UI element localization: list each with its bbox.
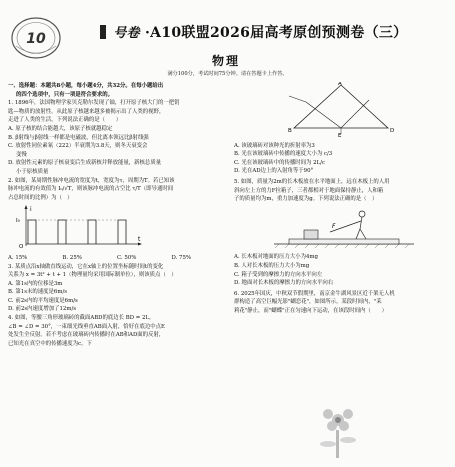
pulse-waveform bbox=[28, 220, 126, 244]
q4-line: ∠B = ∠D = 30°，一束细光线垂直AB面入射，恰好在底边中点E bbox=[8, 323, 165, 330]
box bbox=[304, 230, 318, 239]
exam-title bbox=[100, 22, 430, 42]
q3-option-d: D. 前2s内速度增加了12m/s bbox=[8, 306, 77, 313]
q3-line: 关系为 x = 3t² + t + 1（物理量均采用国际制单位），则该质点（ ） bbox=[8, 272, 177, 279]
axis-i0-label: I₀ bbox=[16, 218, 20, 225]
q2-option-c: C. 50% bbox=[117, 254, 137, 261]
q5-option-a: A. 长木板对地面的压力大小为4mg bbox=[234, 254, 318, 261]
box-board-figure bbox=[234, 204, 448, 250]
section-heading-2: 的四个选项中，只有一项是符合要求的。 bbox=[16, 91, 114, 98]
title-mark-icon bbox=[100, 25, 106, 39]
vertex-d-label: D bbox=[390, 128, 395, 134]
q2-line: 占总时间的比例）为（ ） bbox=[8, 194, 73, 201]
q1-line: 走进了人类的生活，下列说法正确的是（ ） bbox=[8, 117, 122, 124]
subject-heading: 物理 bbox=[212, 54, 241, 68]
exam-note: 满分100分，考试时间75分钟。请在答题卡上作答。 bbox=[167, 71, 288, 77]
question-6 bbox=[234, 290, 448, 316]
q4-line: 处发生全反射。若不考虑在玻璃砖内传播时在AB和AD面的反射， bbox=[8, 332, 165, 339]
q1-option-c: C. 放射性同位素氡（222）半衰期为3.8天，则冬天衰变会 bbox=[8, 143, 148, 150]
school-seal-logo bbox=[10, 16, 62, 60]
q5-option-b: B. 人对长木板的压力大小为mg bbox=[234, 262, 310, 269]
q4-option-c: C. 光在该玻璃砖中的传播时间为 2L/c bbox=[234, 159, 325, 166]
point-e-label: E bbox=[338, 133, 342, 138]
light-ray bbox=[306, 102, 341, 128]
svg-text:10: 10 bbox=[26, 31, 46, 47]
question-3 bbox=[8, 263, 226, 315]
vertex-a-label: A bbox=[338, 82, 342, 87]
q4-line: 4. 如图，等腰三角形玻璃砖的截面ABD的底边长 BD = 2L， bbox=[8, 315, 155, 322]
q2-option-a: A. 15% bbox=[8, 254, 28, 261]
prism-figure bbox=[234, 82, 448, 138]
q4-line: 已知光在真空中的传播速度为c，下 bbox=[8, 340, 92, 347]
section-heading: 一、选择题：本题共8小题，每小题4分，共32分。在每小题给出 bbox=[8, 83, 164, 89]
right-column bbox=[234, 82, 448, 316]
q1-line: 1. 1896年，法国物理学家贝克勒尔发现了铀，打开原子核大门的一把钥 bbox=[8, 100, 180, 107]
q2-line: 脉冲电流的有效值为 I₀/√T，则该脉冲电流的占空比 τ/T（即导通时间 bbox=[8, 186, 174, 193]
q2-option-b: B. 25% bbox=[62, 254, 82, 261]
force-f-label: F bbox=[332, 222, 336, 230]
q3-option-b: B. 第1s末的速度是6m/s bbox=[8, 289, 68, 296]
question-4 bbox=[8, 314, 226, 348]
title-text: ·A10联盟2026届高考原创预测卷（三） bbox=[144, 25, 408, 41]
q5-line: 子的质量均为m，重力加速度为g。下列说法正确的是（ ） bbox=[234, 196, 378, 203]
q1-option-a: A. 原子核的结合能越大，该原子核就越稳定 bbox=[8, 125, 113, 132]
q4-option-a: A. 该玻璃砖对该种光的折射率为3 bbox=[234, 142, 315, 149]
question-5 bbox=[234, 178, 448, 288]
q5-line: 斜向左上方的力F拉箱子，三者都相对于地面保持静止，人和箱 bbox=[234, 187, 384, 194]
q6-line: 6. 2025年国庆，中秋双节假期里，南京金牛湖风景区近千架无人机 bbox=[234, 290, 395, 297]
q3-option-a: A. 第1s内的位移是3m bbox=[8, 280, 63, 287]
pulse-current-figure bbox=[8, 204, 148, 248]
prism-triangle bbox=[294, 85, 388, 128]
q5-option-d: D. 地面对长木板的摩擦力的方向水平向右 bbox=[234, 280, 334, 287]
axis-t-label: t bbox=[138, 236, 141, 244]
vertex-b-label: B bbox=[288, 128, 292, 134]
q4-option-b: B. 光在该玻璃砖中传播的速度大小为 c/3 bbox=[234, 151, 333, 158]
q1-line: 匙—物质的放射性。从此原子核越来越多被揭示出了人类的视野， bbox=[8, 108, 165, 115]
left-column bbox=[8, 82, 226, 348]
q3-line: 3. 某质点沿x轴做直线运动，它在x轴上的位置坐标随时间t的变化 bbox=[8, 263, 164, 270]
q6-line: 群构造了高空巨幅光影"蝴恋花"，如图所示。某段时间内，"茉 bbox=[234, 299, 382, 306]
q1-option-c-cont: 变慢 bbox=[16, 151, 27, 158]
q5-option-c: C. 箱子受到的摩擦力的方向水平向左 bbox=[234, 271, 323, 278]
drone-light-show-photo bbox=[292, 400, 442, 462]
long-board bbox=[289, 239, 399, 244]
q2-option-d: D. 75% bbox=[171, 254, 192, 261]
question-1 bbox=[8, 99, 226, 176]
q3-option-c: C. 前2s内的平均速度是6m/s bbox=[8, 297, 78, 304]
axis-i-label: i bbox=[30, 206, 32, 214]
q1-option-d: D. 放射性元素的原子核衰变后生成新核并释放能量，新核总质量 bbox=[8, 160, 162, 167]
q1-option-b: B. β射线与β射线一样都是电磁波，但比离本领远比β射线强 bbox=[8, 134, 149, 141]
q1-option-d-cont: 小于原核质量 bbox=[16, 168, 49, 175]
title-signature: 号卷 bbox=[113, 26, 140, 41]
question-2 bbox=[8, 177, 226, 263]
q5-line: 5. 如图，质量为2m的长木板放在水平地面上，远在木板上的人用 bbox=[234, 178, 390, 185]
q2-line: 2. 如图，某周期性脉冲电流的宽度为t，宽度为τ，周期为T。若已知该 bbox=[8, 177, 175, 184]
q6-line: 莉花"静止，而"蝴蝶"正在匀速向下运动，在该段时间内（ ） bbox=[234, 307, 387, 314]
axis-origin-label: O bbox=[19, 244, 24, 249]
q2-options bbox=[8, 254, 226, 263]
q4-option-d: D. 光在AD边上的入射角等于90° bbox=[234, 168, 314, 175]
